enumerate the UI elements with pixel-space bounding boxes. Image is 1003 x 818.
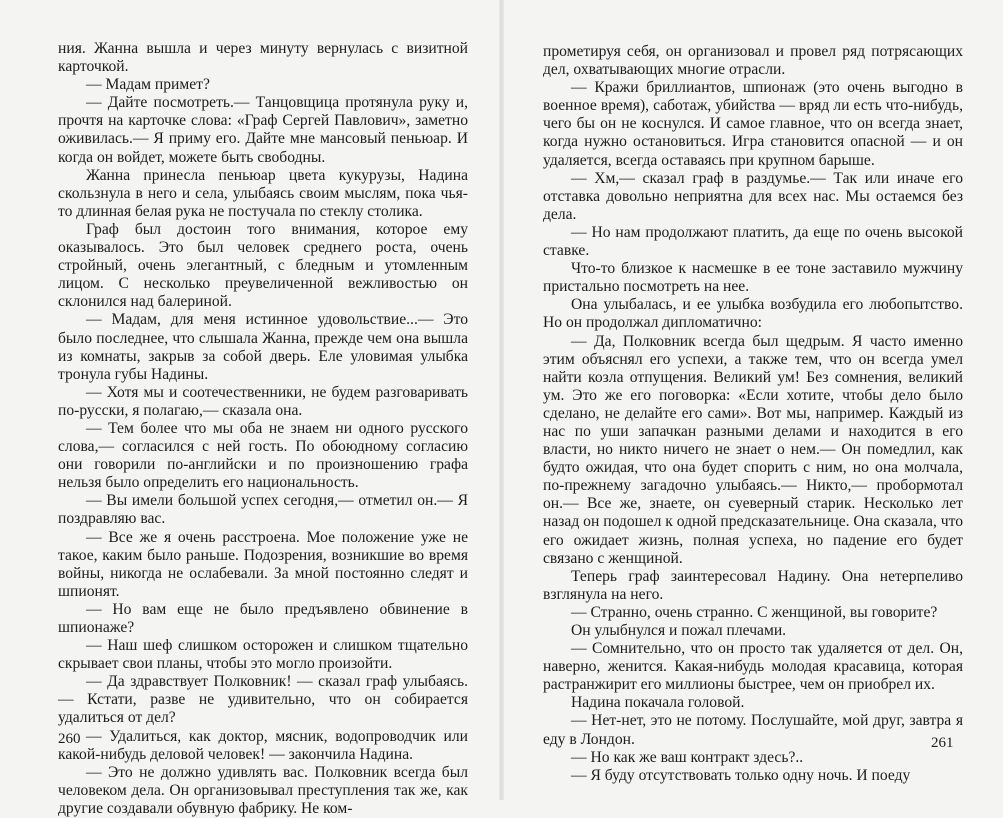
right-page	[503, 0, 1003, 800]
paragraph: — Дайте посмотреть.— Танцовщица протянула руку и, прочтя на карточке слова: «Граф Сергей Павлович», заметно оживилась.— Я приму его. Дайте мне мансовый пеньюар. И когда он войдет, можете быть свободны.	[58, 94, 468, 166]
paragraph: — Странно, очень странно. С женщиной, вы говорите?	[571, 603, 938, 621]
paragraph: — Но как же ваш контракт здесь?..	[571, 748, 804, 766]
paragraph: — Мадам примет?	[86, 76, 210, 94]
paragraph: прометируя себя, он организовал и провел ряд потрясающих дел, охватывающих многие отрасли.	[543, 43, 963, 79]
paragraph: — Мадам, для меня истинное удовольствие...— Это было последнее, что слышала Жанна, прежде чем она вышла из комнаты, закрыв за собой дверь. Еле уловимая улыбка тронула губы Надины.	[58, 311, 468, 383]
paragraph: Надина покачала головой.	[571, 694, 745, 712]
paragraph: Теперь граф заинтересовал Надину. Она нетерпеливо взглянула на него.	[543, 567, 963, 603]
paragraph: — Но нам продолжают платить, да еще по очень высокой ставке.	[543, 223, 963, 260]
paragraph: — Я буду отсутствовать только одну ночь. И поеду	[571, 766, 911, 784]
left-page	[0, 0, 500, 817]
paragraph: — Удалиться, как доктор, мясник, водопроводчик или какой-нибудь деловой человек! — закончила Надина.	[58, 727, 468, 763]
paragraph: — Нет-нет, это не потому. Послушайте, мой друг, завтра я еду в Лондон.	[543, 712, 963, 748]
paragraph: — Это не должно удивлять вас. Полковник всегда был человеком дела. Он организовывал преступления так же, как другие создавали обувную фабрику. Не ком-	[58, 763, 468, 817]
left-page-text	[58, 40, 468, 818]
paragraph: Граф был достоин того внимания, которое ему оказывалось. Это был человек среднего роста, очень стройный, очень элегантный, с бледным и утомленным лицом. С несколько преувеличенной вежливостью он склонился над балериной.	[58, 220, 468, 311]
page-number: 261	[931, 735, 954, 751]
paragraph: ния. Жанна вышла и через минуту вернулась с визитной карточкой.	[58, 40, 468, 76]
right-page-text	[543, 43, 963, 785]
paragraph: — Да, Полковник всегда был щедрым. Я часто именно этим объяснял его успехи, а также тем, что он всегда умел найти козла отпущения. Великий ум! Без сомнения, великий ум. Это же его поговорка: «Если хотите, чтобы дело было сделано, не делайте его сами». Вот мы, например. Каждый из нас по уши запачкан разными делами и находится в его власти, но никто ничего не знает о нем.— Он помедлил, как будто ожидая, что она будет спорить с ним, но она молчала, по-прежнему загадочно улыбаясь.— Никто,— пробормотал он.— Все же, знаете, он суеверный старик. Несколько лет назад он подошел к одной предсказательнице. Она сказала, что его ожидает жизнь, полная успеха, но падение его будет связано с женщиной.	[543, 332, 964, 567]
paragraph: — Вы имели большой успех сегодня,— отметил он.— Я поздравляю вас.	[58, 492, 468, 528]
paragraph: Жанна принесла пеньюар цвета кукурузы, Надина скользнула в него и села, улыбаясь своим мыслям, пока чья-то длинная белая рука не постучала по стеклу столика.	[58, 166, 468, 220]
paragraph: — Хм,— сказал граф в раздумье.— Так или иначе его отставка довольно неприятна для всех нас. Мы остаемся без дела.	[543, 169, 963, 223]
paragraph: Она улыбалась, и ее улыбка возбудила его любопытство. Но он продолжал дипломатично:	[543, 296, 963, 332]
paragraph: — Кражи бриллиантов, шпионаж (это очень выгодно в военное время), саботаж, убийства — вряд ли есть что-нибудь, чего бы он не коснулся. И самое главное, что он всегда знает, когда нужно остановиться. Игра становится опасной — и он удаляется, всегда оставаясь при крупном барыше.	[543, 79, 963, 169]
paragraph: — Наш шеф слишком осторожен и слишком тщательно скрывает свои планы, чтобы это могло произойти.	[58, 637, 468, 673]
paragraph: — Все же я очень расстроена. Мое положение уже не такое, каким было раньше. Подозрения, возникшие во время войны, никогда не ослабевали. За мной постоянно следят и шпионят.	[58, 528, 468, 600]
paragraph: — Но вам еще не было предъявлено обвинение в шпионаже?	[58, 600, 468, 636]
paragraph: — Тем более что мы оба не знаем ни одного русского слова,— согласился с ней гость. По обоюдному согласию они говорили по-английски и по произношению графа нельзя было определить его национальность.	[58, 419, 468, 492]
paragraph: Он улыбнулся и пожал плечами.	[571, 622, 787, 639]
page-number: 260	[58, 731, 81, 747]
paragraph: — Сомнительно, что он просто так удаляется от дел. Он, наверно, женится. Какая-нибудь молодая красавица, которая растранжирит его миллионы быстрее, чем он приобрел их.	[543, 640, 963, 694]
paragraph: — Хотя мы и соотечественники, не будем разговаривать по-русски, я полагаю,— сказала она.	[58, 383, 468, 419]
paragraph: Что-то близкое к насмешке в ее тоне заставило мужчину пристально посмотреть на нее.	[543, 260, 963, 296]
paragraph: — Да здравствует Полковник! — сказал граф улыбаясь.— Кстати, разве не удивительно, что он собирается удалиться от дел?	[58, 673, 468, 727]
